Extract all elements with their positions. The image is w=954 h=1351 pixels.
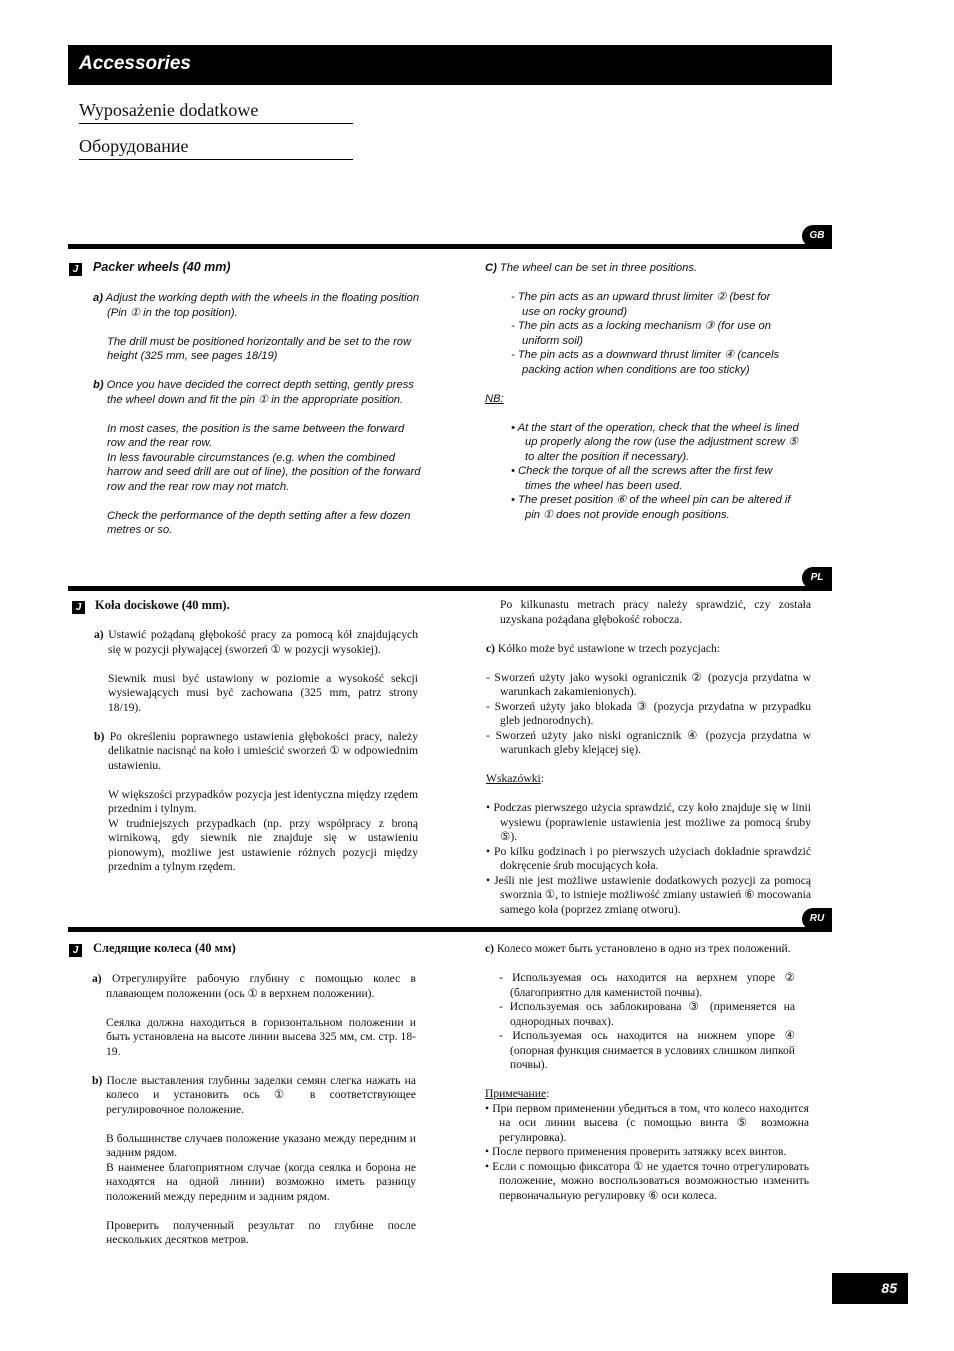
gb-bullet-item: • The preset position ⑥ of the wheel pin can be altered if pin ① does not provide enough positions. (511, 494, 791, 521)
pl-right-column (486, 598, 811, 917)
pl-step-b: b) Po określeniu poprawnego ustawienia głębokości pracy, należy delikatnie nacisnąć na koło i umieścić sworzeń ① w odpowiednim ustawieniu. (94, 729, 418, 772)
pl-step-b-note1: W większości przypadków pozycja jest identyczna między rzędem przednim i tylnym. (108, 787, 418, 815)
ru-step-b: b) После выставления глубины заделки семян слегка нажать на колесо и установить ось ① в соответствующее регулировочное положение. (92, 1073, 416, 1116)
lang-tab-gb: GB (802, 225, 832, 247)
ru-bullet-item: • После первого применения проверить затяжку всех винтов. (485, 1145, 787, 1158)
lang-tab-pl: PL (802, 567, 832, 589)
gb-step-b-note2: In less favourable circumstances (e.g. when the combined harrow and seed drill are out of line), the position of the forward row and the rear row may not match. (107, 451, 421, 493)
section-marker-gb: J (69, 263, 82, 276)
section-title-ru: Следящие колеса (40 мм) (93, 941, 236, 955)
ru-step-b-note2: В наименее благоприятном случае (когда сеялка и борона не находятся на одной линии) возможно иметь разницу положений между передним и задним рядом. (106, 1160, 416, 1203)
section-rule-gb (68, 244, 832, 249)
ru-bullet-item: • Если с помощью фиксатора ① не удается точно отрегулировать положение, можно воспользоваться возможностью изменить первоначальную регулировку ⑥ оси колеса. (485, 1159, 809, 1202)
ru-dash-item: - Используемая ось находится на верхнем упоре ② (благоприятно для каменистой почвы). (499, 971, 795, 999)
gb-bullet-item: • Check the torque of all the screws after the first few times the wheel has been used. (511, 465, 773, 492)
pl-bullet-item: • Po kilku godzinach i po pierwszych użyciach dokładnie sprawdzić dokręcenie śrub mocujących koła. (486, 844, 811, 872)
ru-step-b-note1: В большинстве случаев положение указано между передним и задним рядом. (106, 1131, 416, 1159)
ru-step-c: c) Колесо может быть установлено в одно из трех положений. (485, 942, 791, 955)
pl-step-b-note2: W trudniejszych przypadkach (np. przy współpracy z broną wirnikową, gdy siewnik nie znajduje się w ustawieniu pionowym), możliwe jest ustawienie różnych pozycji między przednim a tylnym rzędem. (108, 816, 418, 873)
page-number: 85 (832, 1273, 908, 1304)
ru-dash-item: - Используемая ось находится на нижнем упоре ④ (опорная функция снимается в условиях слишком липкой почвы). (499, 1029, 795, 1071)
section-title-gb: Packer wheels (40 mm) (93, 260, 231, 274)
gb-bullet-item: • At the start of the operation, check that the wheel is lined up properly along the row (use the adjustment screw ⑤ to alter the position if necessary). (511, 421, 799, 463)
gb-step-a-note: The drill must be positioned horizontally and be set to the row height (325 mm, see pages 18/19) (107, 335, 412, 362)
gb-step-b-note1: In most cases, the position is the same between the forward row and the rear row. (107, 422, 405, 449)
gb-step-b: b) Once you have decided the correct depth setting, gently press the wheel down and fit the pin ① in the appropriate position. (93, 379, 414, 406)
ru-step-a: a) Отрегулируйте рабочую глубину с помощью колес в плавающем положении (ось ① в верхнем положении). (92, 972, 416, 1000)
lang-tab-ru: RU (802, 908, 832, 930)
gb-step-a: a) Adjust the working depth with the wheels in the floating position (Pin ① in the top position). (93, 292, 420, 319)
pl-bullet-item: • Podczas pierwszego użycia sprawdzić, czy koło znajduje się w linii wysiewu (poprawienie ustawienia jest możliwe za pomocą śruby ⑤). (486, 801, 811, 843)
section-rule-pl (68, 586, 832, 591)
ru-nb-label: Примечание: (485, 1087, 550, 1100)
section-marker-ru: J (69, 944, 82, 957)
header-bar (68, 45, 832, 85)
pl-left-column (94, 628, 418, 875)
pl-step-a-note: Siewnik musi być ustawiony w poziomie a wysokość sekcji wysiewających musi być zachowana (325 mm, patrz strony 18/19). (108, 671, 418, 714)
gb-right-column (485, 261, 805, 522)
pl-nb-label: Wskazówki: (486, 772, 544, 785)
ru-step-b-note3: Проверить полученный результат по глубине после нескольких десятков метров. (106, 1218, 416, 1246)
gb-dash-item: - The pin acts as an upward thrust limiter ② (best for use on rocky ground) (511, 291, 771, 318)
pl-step-c: c) Kółko może być ustawione w trzech pozycjach: (486, 641, 721, 655)
ru-step-a-note: Сеялка должна находиться в горизонтальном положении и быть установлена на высоте линии высева 325 мм, см. стр. 18-19. (106, 1015, 416, 1058)
pl-intro: Po kilkunastu metrach pracy należy sprawdzić, czy została uzyskana pożądana głębokość robocza. (500, 598, 811, 626)
section-rule-ru (68, 927, 832, 932)
gb-nb-label: NB: (485, 392, 504, 405)
pl-step-a: a) Ustawić pożądaną głębokość pracy za pomocą kół znajdujących się w pozycji pływającej (sworzeń ① w pozycji wysokiej). (94, 628, 418, 656)
pl-dash-item: - Sworzeń użyty jako blokada ③ (pozycja przydatna w przypadku gleb jednorodnych). (486, 699, 811, 727)
gb-dash-item: - The pin acts as a downward thrust limiter ④ (cancels packing action when conditions are too sticky) (511, 349, 780, 376)
header-title: Accessories (79, 53, 191, 74)
pl-dash-item: - Sworzeń użyty jako niski ogranicznik ④ (pozycja przydatna w warunkach gleby klejącej się). (486, 728, 811, 756)
gb-step-b-note3: Check the performance of the depth setting after a few dozen metres or so. (107, 509, 411, 536)
ru-left-column (92, 972, 416, 1248)
subtitle-polish: Wyposażenie dodatkowe (79, 100, 353, 124)
gb-left-column (93, 291, 423, 538)
ru-dash-item: - Используемая ось заблокирована ③ (применяется на однородных почвах). (499, 1000, 795, 1028)
section-marker-pl: J (72, 601, 85, 614)
subtitle-russian: Оборудование (79, 136, 353, 160)
gb-step-c: C) The wheel can be set in three positions. (485, 262, 698, 274)
ru-bullet-item: • При первом применении убедиться в том, что колесо находится на оси линии высева (с помощью винта ⑤ возможна регулировка). (485, 1101, 809, 1144)
pl-dash-item: - Sworzeń użyty jako wysoki ogranicznik ② (pozycja przydatna w warunkach zakamienionych). (486, 670, 811, 698)
pl-bullet-item: • Jeśli nie jest możliwe ustawienie dodatkowych pozycji za pomocą sworznia ①, to istnieje możliwość zmiany ustawień ⑥ mocowania samego koła (poprzez zmianę otworu). (486, 873, 811, 916)
gb-dash-item: - The pin acts as a locking mechanism ③ (for use on uniform soil) (511, 320, 771, 347)
section-title-pl: Koła dociskowe (40 mm). (95, 598, 230, 612)
ru-right-column (485, 942, 809, 1203)
